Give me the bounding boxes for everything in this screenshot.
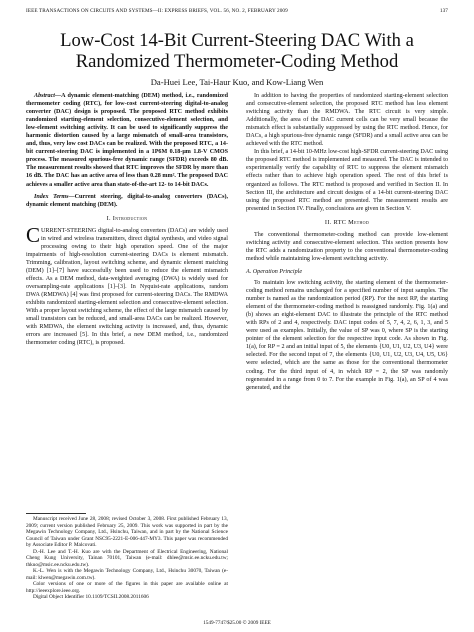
subsection-heading-operation-principle: A. Operation Principle: [246, 268, 303, 275]
footnote-color: Color versions of one or more of the figures in this paper are available online at http://ieeexplore.ieee.org.: [26, 581, 228, 594]
right-paragraph-4: To maintain low switching activity, the starting element of the thermometer-coding method remains unchanged for a specified number of input samples. The number is named as the randomization period (RP). For the next RP, the starting element of the thermometer-coding method is reassigned randomly. Fig. 1(a) and (b) shows an eight-element DAC to illustrate the principle of the RTC method with RPs of 2 and 4, respectively. DAC input codes of 5, 7, 4, 2, 6, 1, 3, and 5 were used as examples. Initially, the value of SP was 0, where SP is the starting pointer of the element selection for the respective input code. As shown in Fig. 1(a), for RP = 2 and an initial input of 5, the elements {U0, U1, U2, U3, U4} were selected. For the second input of 7, the elements {U0, U1, U2, U3, U4, U5, U6} were selected, which are the same as those for the conventional thermometer coding. For the third input of 4, in which RP = 2, the SP was randomly regenerated in a range from 0 to 7. For the example in Fig. 1(a), an SP of 4 was generated, and the: [246, 279, 448, 391]
index-terms: [26, 193, 228, 209]
running-head: [26, 8, 448, 14]
intro-first-word: URRENT-STEERING: [41, 227, 97, 234]
abstract-label: Abstract: [34, 93, 55, 99]
right-column: [246, 92, 448, 392]
section-heading-rtc-method: II. RTC Method: [324, 218, 370, 226]
index-terms-label: Index Terms: [34, 193, 69, 200]
footnote-manuscript: Manuscript received June 28, 2008; revised October 3, 2008. First published February 13, 2009; current version published February 25, 2009. This work was supported in part by the Megawin Technology Company, Ltd., Hsinchu, Taiwan, and in part by the National Science Council of Taiwan under Grant NSC95-2221-E-006-447-MY3. This paper was recommended by Associate Editor P. Malcovati.: [26, 516, 228, 548]
footnote-doi: Digital Object Identifier 10.1109/TCSII.2008.2011606: [33, 594, 149, 600]
footnotes: [26, 513, 228, 601]
index-terms-text: —Current steering, digital-to-analog converters (DACs), dynamic element matching (DEM).: [26, 193, 229, 208]
footnote-affiliation-1: D.-H. Lee and T.-H. Kuo are with the Department of Electrical Engineering, National Cheng Kung University, Tainan 70101, Taiwan (e-mail: dhlee@msic.ee.ncku.edu.tw; thkuo@msic.ee.ncku.edu.tw).: [26, 548, 228, 568]
author-list: Da-Huei Lee, Tai-Haur Kuo, and Kow-Liang Wen: [150, 77, 324, 87]
right-paragraph-2: In this brief, a 14-bit 10-MHz low-cost high-SFDR current-steering DAC using the proposed RTC method is implemented and measured. The DAC is intended to experimentally verify the capability of RTC to suppress the element mismatch effects rather than to achieve high operation speed. The rest of this brief is organized as follows. The RTC method is proposed and verified in Section II. In Section III, the architecture and circuit designs of a 14-bit current-steering DAC using the proposed RTC method are presented. The measurement results are presented in Section IV. Finally, conclusions are given in Section V.: [246, 149, 448, 212]
abstract-text: —A dynamic element-matching (DEM) method, i.e., randomized thermometer coding (RTC), for low-cost current-steering digital-to-analog converter (DAC) design is proposed. The proposed RTC method exhibits randomized starting-element selection, consecutive-element selection, and low-element switching activity. It can be used to significantly suppress the harmonic distortion caused by a large mismatch of small-area transistors, and, thus, very low cost DACs can be realized. With the proposed RTC, a 14-bit current-steering DAC is implemented in a 1P6M 0.18-μm 1.8-V CMOS process. The measured spurious-free dynamic range (SFDR) exceeds 80 dB. The measurement results showed that RTC improves the SFDR by more than 16 dB. The DAC has an active area of less than 0.28 mm². The proposed DAC achieves a smaller active area than state-of-the-art 12- to 14-bit DACs.: [26, 93, 228, 188]
footnote-rule: [26, 513, 86, 514]
introduction-paragraph: [26, 222, 228, 348]
right-paragraph-3: The conventional thermometer-coding method can provide low-element switching activity and consecutive-element selection. This section presents how the RTC adds a randomization property to the conventional thermometer-coding method while maintaining low-element switching activity.: [246, 231, 448, 262]
copyright-line: 1549-7747/$25.00 © 2009 IEEE: [203, 620, 271, 626]
paper-title: [20, 30, 454, 72]
section-heading-introduction: I. Introduction: [106, 214, 148, 222]
title-line-2: Randomized Thermometer-Coding Method: [75, 51, 399, 72]
drop-cap: C: [26, 222, 41, 247]
intro-text: digital-to-analog converters (DACs) are widely used in wired and wireless transmitters, direct digital synthesis, and video signal processing owing to their high operation speed. One of the major impairments of high-resolution current-steering DACs is element mismatch. Trimming, calibration, layout switching scheme, and dynamic element matching (DEM) [1]–[7] have successfully been used to reduce the element mismatch effects. As a DEM method, data-weighted averaging (DWA) is widely used for oversampling-rate applications [1]–[3]. In Nyquist-rate applications, random DWA (RMDWA) [4] was first proposed for current-steering DACs. The RMDWA exhibits randomized starting-element selection and consecutive-element selection. With a proper layout switching scheme, the effect of the large mismatch caused by small transistors can be reduced, and small-area DACs can be realized. However, with RMDWA, the element switching activity is increased, and, thus, dynamic errors are increased [5]. In this brief, a new DEM method, i.e., randomized thermometer coding (RTC), is proposed.: [26, 227, 228, 347]
page-number: 137: [439, 8, 448, 14]
footnote-affiliation-2: K.-L. Wen is with the Megawin Technology Company, Ltd., Hsinchu 30070, Taiwan (e-mail: klwen@megawin.com.tw).: [26, 568, 228, 581]
title-line-1: Low-Cost 14-Bit Current-Steering DAC With a: [60, 30, 414, 51]
right-paragraph-1: In addition to having the properties of randomized starting-element selection and consecutive-element selection, the proposed RTC method has less element switching activity than the RMDWA. The RTC circuit is very simple. Additionally, the area of the DAC current cells can be very small because the mismatch effect is substantially suppressed by using the RTC method. Hence, for DACs, a high spurious-free dynamic range (SFDR) and a small active area can be achieved with the RTC method.: [246, 93, 448, 148]
running-head-journal: IEEE TRANSACTIONS ON CIRCUITS AND SYSTEMS—II: EXPRESS BRIEFS, VOL. 56, NO. 2, FEBRUARY 2009: [26, 8, 288, 14]
abstract: [26, 92, 228, 189]
left-column: [26, 92, 228, 347]
